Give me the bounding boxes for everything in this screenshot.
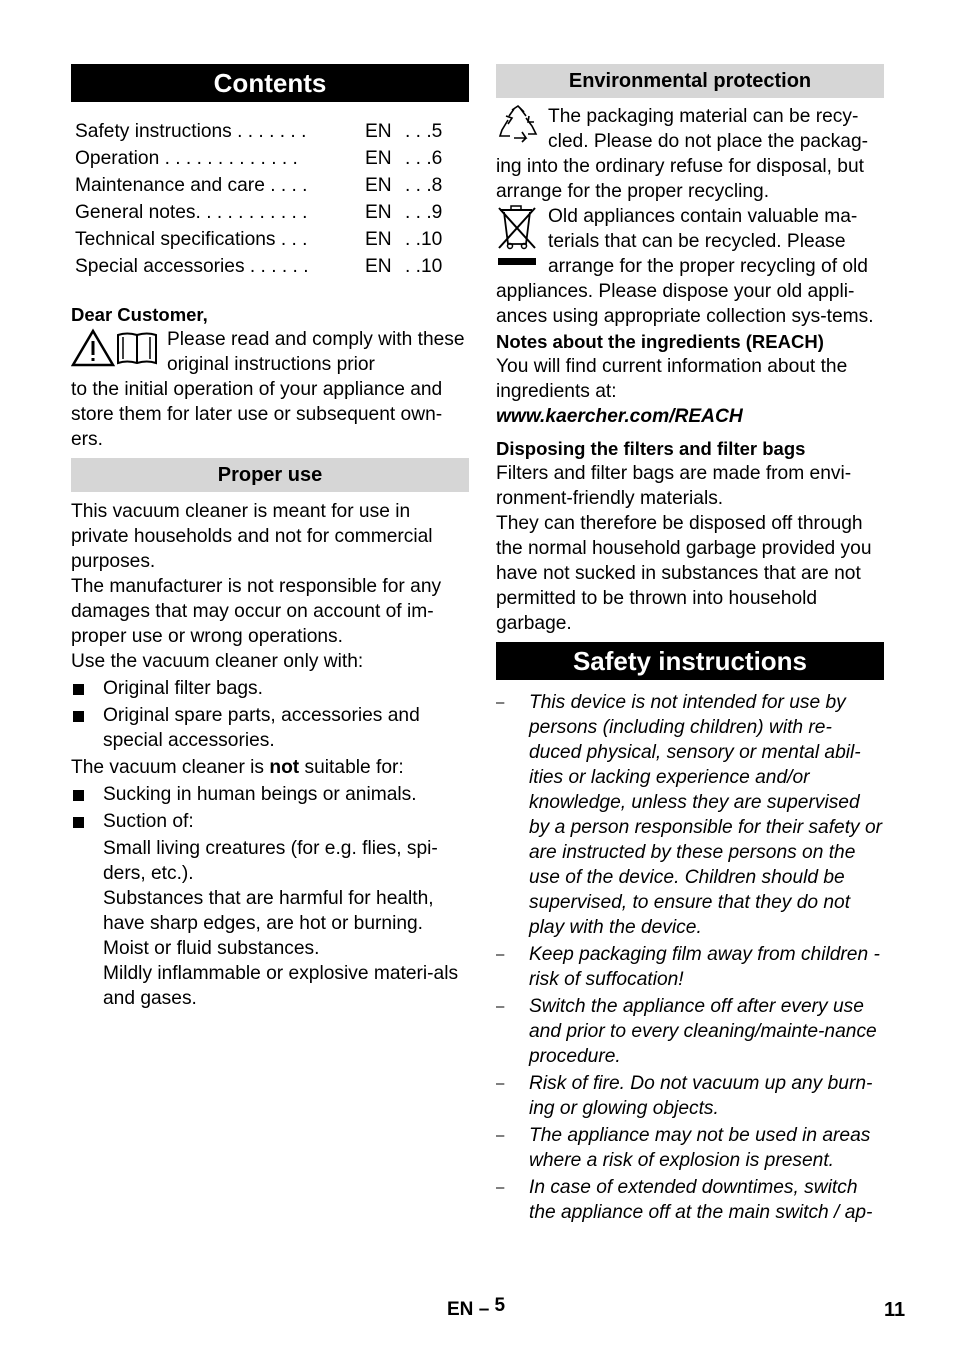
proper-use-para2: The manufacturer is not responsible for any damages that may occur on account of im-proper use or wrong operations.	[71, 576, 442, 647]
dash-marker: –	[496, 1075, 505, 1092]
list-item-text: Original filter bags.	[103, 678, 263, 699]
suction-item: Substances that are harmful for health, have sharp edges, are hot or burning.	[103, 888, 434, 934]
bullet-square-icon	[73, 790, 84, 801]
toc-entry[interactable]	[75, 199, 469, 226]
dear-customer-text: Please read and comply with these original instructions prior	[167, 329, 465, 375]
list-item-text: Original spare parts, accessories and special accessories.	[103, 705, 420, 751]
bullet-square-icon	[73, 817, 84, 828]
suction-item: Moist or fluid substances.	[103, 938, 320, 959]
bullet-square-icon	[73, 684, 84, 695]
toc-entry[interactable]	[75, 172, 469, 199]
not-suitable-list	[71, 782, 469, 834]
list-item	[496, 942, 884, 992]
list-item-text: The appliance may not be used in areas where a risk of explosion is present.	[529, 1125, 871, 1171]
bullet-square-icon	[73, 711, 84, 722]
weee-text: Old appliances contain valuable ma-terials that can be recycled. Please arrange for the proper recycling of old	[548, 206, 868, 277]
recycling-text: The packaging material can be recy-cled. Please do not place the packag-	[548, 106, 869, 152]
dash-marker: –	[496, 946, 505, 963]
proper-use-heading: Proper use	[71, 458, 469, 492]
warning-manual-icon	[71, 327, 159, 377]
dash-marker: –	[496, 694, 505, 711]
toc-entry[interactable]	[75, 226, 469, 253]
toc-entry[interactable]	[75, 145, 469, 172]
dash-marker: –	[496, 998, 505, 1015]
toc-entry-title: General notes. . . . . . . . . . .	[75, 202, 308, 223]
footer-language-page	[447, 1297, 505, 1322]
list-item-text: Suction of:	[103, 811, 194, 832]
table-of-contents	[75, 118, 469, 280]
dash-marker: –	[496, 1179, 505, 1196]
environmental-protection-heading: Environmental protection	[496, 64, 884, 98]
safety-instructions-heading: Safety instructions	[496, 642, 884, 680]
dear-customer-heading: Dear Customer,	[71, 304, 208, 325]
list-item	[496, 1071, 884, 1121]
toc-entry-page: . .10	[405, 229, 443, 250]
footer-lang-label: EN	[447, 1299, 474, 1320]
toc-entry[interactable]	[75, 253, 469, 280]
list-item	[496, 994, 884, 1069]
toc-entry-lang: EN	[365, 148, 392, 169]
list-item	[71, 676, 469, 701]
allowed-list	[71, 676, 469, 753]
toc-entry-lang: EN	[365, 202, 392, 223]
read-instructions-notice	[71, 327, 469, 377]
toc-entry-title: Safety instructions . . . . . . .	[75, 121, 307, 142]
toc-entry[interactable]	[75, 118, 469, 145]
not-suitable-bold: not	[269, 757, 300, 778]
toc-entry-lang: EN	[365, 229, 392, 250]
toc-entry-lang: EN	[365, 256, 392, 277]
suction-item: Mildly inflammable or explosive materi-als and gases.	[103, 963, 459, 1009]
list-item	[71, 782, 469, 807]
reach-link[interactable]: www.kaercher.com/REACH	[496, 406, 743, 427]
toc-entry-lang: EN	[365, 121, 392, 142]
weee-notice	[496, 204, 884, 279]
list-item-text: Keep packaging film away from children - risk of suffocation!	[529, 944, 880, 990]
recycling-icon	[496, 104, 540, 154]
page-number: 11	[884, 1299, 906, 1321]
list-item-text: Sucking in human beings or animals.	[103, 784, 417, 805]
toc-entry-title: Special accessories . . . . . .	[75, 256, 309, 277]
dash-marker: –	[496, 1127, 505, 1144]
reach-heading: Notes about the ingredients (REACH)	[496, 331, 824, 352]
footer-lang-page: 5	[494, 1295, 506, 1316]
list-item	[496, 690, 884, 940]
toc-entry-title: Maintenance and care . . . .	[75, 175, 308, 196]
toc-entry-title: Operation . . . . . . . . . . . . .	[75, 148, 298, 169]
proper-use-para1: This vacuum cleaner is meant for use in private households and not for commercial purposes.	[71, 501, 433, 572]
weee-text-cont: appliances. Please dispose your old appli-ances using appropriate collection sys-tems.	[496, 281, 874, 327]
toc-entry-page: . . .8	[405, 175, 443, 196]
recycling-notice	[496, 104, 884, 154]
suction-items	[71, 836, 469, 1011]
not-suitable-line	[71, 755, 469, 780]
list-item	[71, 703, 469, 753]
list-item-text: Switch the appliance off after every use and prior to every cleaning/mainte-nance procedure.	[529, 996, 877, 1067]
contents-heading: Contents	[71, 64, 469, 102]
proper-use-para3: Use the vacuum cleaner only with:	[71, 651, 364, 672]
recycling-text-cont: ing into the ordinary refuse for disposal, but arrange for the proper recycling.	[496, 156, 864, 202]
not-suitable-post: suitable for:	[299, 757, 404, 778]
toc-entry-title: Technical specifications . . .	[75, 229, 308, 250]
filters-heading: Disposing the filters and filter bags	[496, 438, 806, 459]
suction-item: Small living creatures (for e.g. flies, spi-ders, etc.).	[103, 838, 438, 884]
filters-para2: They can therefore be disposed off through the normal household garbage provided you have not sucked in substances that are not permitted to be thrown into household garbage.	[496, 513, 872, 634]
list-item	[496, 1123, 884, 1173]
dear-customer-text-cont: to the initial operation of your appliance and store them for later use or subsequent own-ers.	[71, 379, 443, 450]
list-item	[496, 1175, 884, 1225]
safety-list	[496, 690, 884, 1225]
crossed-bin-icon	[496, 204, 538, 279]
toc-entry-page: . . .9	[405, 202, 443, 223]
toc-entry-page: . . .6	[405, 148, 443, 169]
not-suitable-pre: The vacuum cleaner is	[71, 757, 270, 778]
right-column	[496, 64, 884, 1227]
list-item-text: This device is not intended for use by persons (including children) with re-duced physical, sensory or mental abil-ities or lacking experience and/or knowledge, unless they are supervised by a person responsible for their safety or are instructed by these persons on the use of the device. Children should be supervised, to ensure that they do not play with the device.	[529, 692, 883, 938]
filters-para1: Filters and filter bags are made from envi-ronment-friendly materials.	[496, 463, 852, 509]
list-item-text: In case of extended downtimes, switch the appliance off at the main switch / ap-	[529, 1177, 873, 1223]
reach-text: You will find current information about the ingredients at:	[496, 356, 848, 402]
list-item	[71, 809, 469, 834]
toc-entry-page: . . .5	[405, 121, 443, 142]
toc-entry-lang: EN	[365, 175, 392, 196]
left-column	[71, 64, 469, 1011]
footer-dash: –	[478, 1299, 490, 1320]
toc-entry-page: . .10	[405, 256, 443, 277]
list-item-text: Risk of fire. Do not vacuum up any burn-ing or glowing objects.	[529, 1073, 873, 1119]
